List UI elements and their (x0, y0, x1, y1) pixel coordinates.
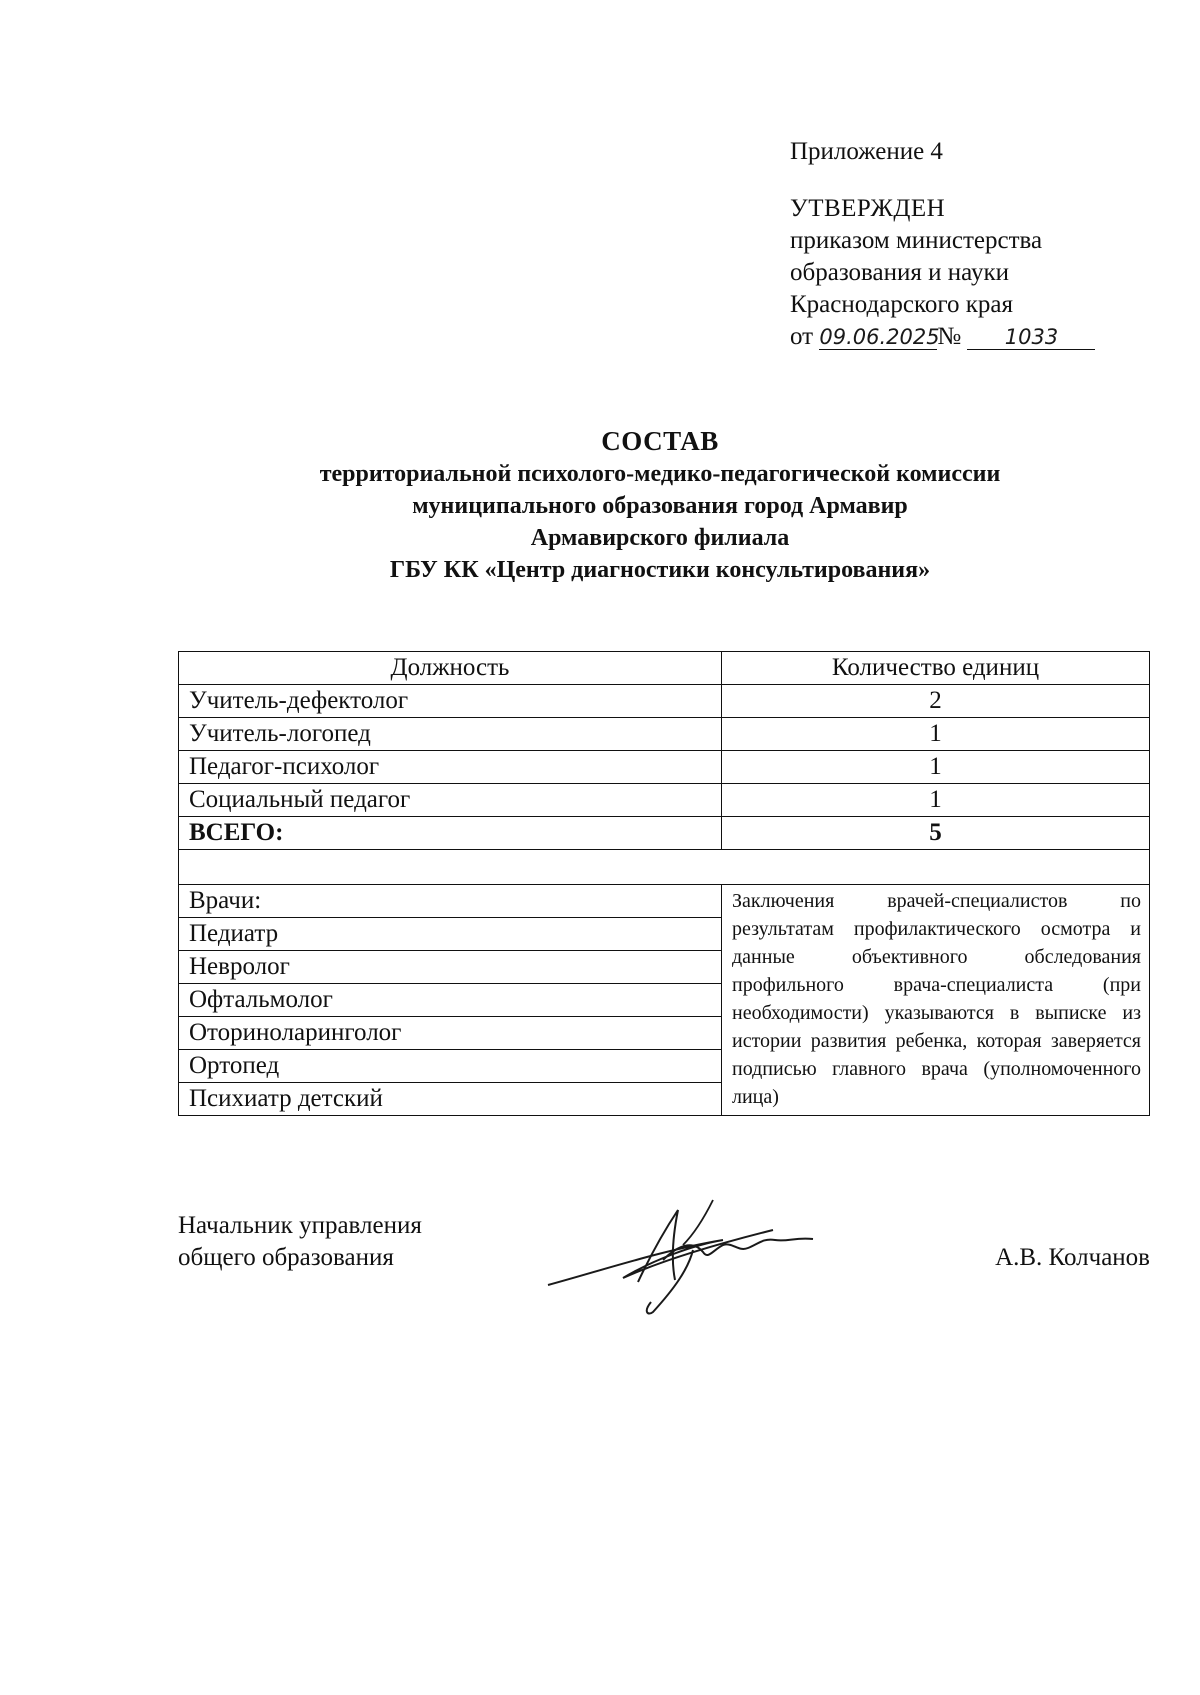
spacer-row (179, 850, 1150, 885)
header-count: Количество единиц (722, 652, 1150, 685)
approved-label: УТВЕРЖДЕН (790, 195, 946, 222)
title-line-1: территориальной психолого-медико-педагогической комиссии (319, 461, 1001, 487)
doctor-label: Ортопед (179, 1050, 722, 1083)
total-label: ВСЕГО: (179, 817, 722, 850)
signatory-position (178, 1210, 498, 1274)
spacer-cell (179, 850, 1150, 885)
signature-block (178, 1210, 1150, 1310)
doctor-label: Оториноларинголог (179, 1017, 722, 1050)
doctor-label: Врачи: (179, 885, 722, 918)
doctor-label: Невролог (179, 951, 722, 984)
table-row (179, 685, 1150, 718)
approval-block (790, 136, 1120, 353)
title-line-3: Армавирского филиала (530, 525, 790, 551)
order-date-handwritten: 09.06.2025 (819, 325, 940, 349)
table-row (179, 751, 1150, 784)
approval-line-3: Краснодарского края (790, 291, 1013, 318)
doctor-label: Педиатр (179, 918, 722, 951)
table-header-row (179, 652, 1150, 685)
handwritten-signature-icon (543, 1190, 833, 1320)
row-count: 2 (722, 685, 1150, 718)
annex-label: Приложение 4 (790, 138, 943, 165)
row-position: Педагог-психолог (179, 751, 722, 784)
total-count: 5 (722, 817, 1150, 850)
row-position: Учитель-логопед (179, 718, 722, 751)
order-number-handwritten: 1033 (967, 325, 1095, 350)
table-row (179, 784, 1150, 817)
total-row (179, 817, 1150, 850)
approval-line-1: приказом министерства (790, 227, 1043, 254)
approval-line-2: образования и науки (790, 259, 1009, 286)
row-count: 1 (722, 751, 1150, 784)
doctors-note: Заключения врачей-специалистов по результатам профилактического осмотра и данные объективного обследования профильного врача-специалиста (при необходимости) указываются в выписке из истории развития ребенка, которая заверяется подписью главного врача (уполномоченного лица) (722, 885, 1150, 1116)
number-label: № (937, 323, 962, 350)
signatory-position-line-1: Начальник управления (178, 1212, 422, 1239)
signatory-position-line-2: общего образования (178, 1244, 394, 1271)
row-count: 1 (722, 784, 1150, 817)
row-position: Учитель-дефектолог (179, 685, 722, 718)
from-label: от (790, 323, 814, 350)
order-line (790, 321, 1120, 353)
row-position: Социальный педагог (179, 784, 722, 817)
doctor-label: Офтальмолог (179, 984, 722, 1017)
row-count: 1 (722, 718, 1150, 751)
document-title (160, 424, 1160, 586)
staff-table (178, 651, 1150, 1116)
doctor-label: Психиатр детский (179, 1083, 722, 1116)
title-line-4: ГБУ КК «Центр диагностики консультирования» (389, 557, 931, 583)
doctor-row (179, 885, 1150, 918)
header-position: Должность (179, 652, 722, 685)
title-line-2: муниципального образования город Армавир (412, 493, 908, 519)
title-main: СОСТАВ (601, 426, 719, 456)
signatory-name: А.В. Колчанов (995, 1244, 1150, 1271)
table-row (179, 718, 1150, 751)
